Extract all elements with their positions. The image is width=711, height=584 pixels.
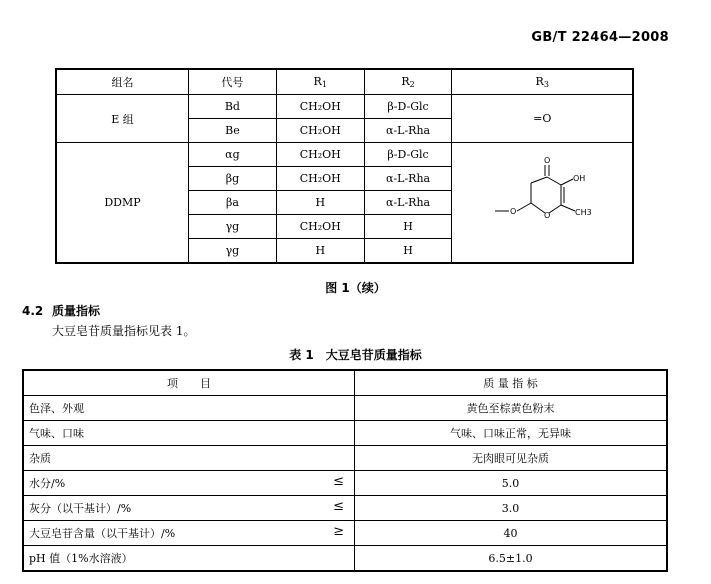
item-cell — [23, 546, 355, 572]
value-cell: 无肉眼可见杂质 — [355, 446, 668, 471]
item-cell — [23, 396, 355, 421]
table-row — [23, 446, 667, 471]
code-cell: γg — [189, 239, 277, 264]
r2-cell: α-L-Rha — [364, 191, 452, 215]
standard-code: GB/T 22464—2008 — [531, 30, 669, 45]
value-cell: 3.0 — [355, 496, 668, 521]
item-label: 水分/% — [29, 477, 66, 490]
item-cell — [23, 496, 355, 521]
code-cell: αg — [189, 143, 277, 167]
r2-cell: H — [364, 239, 452, 264]
group-name-e: E 组 — [56, 95, 189, 143]
table-row — [23, 421, 667, 446]
section-title: 质量指标 — [52, 304, 101, 318]
header-value: 质 量 指 标 — [355, 370, 668, 396]
r1-cell: H — [276, 191, 364, 215]
r1-cell: CH₂OH — [276, 95, 364, 119]
quality-table — [22, 369, 668, 572]
code-cell: βa — [189, 191, 277, 215]
code-cell: βg — [189, 167, 277, 191]
ddmp-structure-cell — [452, 143, 633, 264]
r2-cell: β-D-Glc — [364, 143, 452, 167]
r2-cell: β-D-Glc — [364, 95, 452, 119]
ddmp-structure-diagram — [483, 151, 601, 251]
value-cell: 6.5±1.0 — [355, 546, 668, 572]
table-row — [23, 546, 667, 572]
table-row — [56, 95, 633, 119]
r1-cell: CH₂OH — [276, 143, 364, 167]
table-row — [23, 471, 667, 496]
quality-table-header — [23, 370, 667, 396]
section-heading — [22, 302, 100, 319]
header-group-name: 组名 — [56, 69, 189, 95]
paragraph: 大豆皂苷质量指标见表 1。 — [52, 324, 196, 338]
header-r2: $R_2$ — [364, 69, 452, 95]
ring-o-label: O — [544, 211, 551, 220]
r1-cell: CH₂OH — [276, 215, 364, 239]
figure-table — [55, 68, 634, 264]
item-cell — [23, 421, 355, 446]
value-cell: 40 — [355, 521, 668, 546]
item-label: pH 值（1%水溶液） — [29, 552, 133, 565]
r2-cell: α-L-Rha — [364, 119, 452, 143]
comparator: ≤ — [333, 499, 344, 514]
table-row — [56, 143, 633, 167]
table-row — [23, 396, 667, 421]
oh-label: OH — [573, 174, 586, 183]
code-cell: Be — [189, 119, 277, 143]
figure-caption: 图 1（续） — [325, 281, 386, 295]
item-label: 气味、口味 — [29, 427, 84, 440]
header-r1: $R_1$ — [276, 69, 364, 95]
r2-cell: H — [364, 215, 452, 239]
value-cell: 5.0 — [355, 471, 668, 496]
comparator: ≤ — [333, 474, 344, 489]
item-label: 色泽、外观 — [29, 402, 84, 415]
item-label: 大豆皂苷含量（以干基计）/% — [29, 527, 176, 540]
r2-cell: α-L-Rha — [364, 167, 452, 191]
table-row — [23, 521, 667, 546]
r1-cell: H — [276, 239, 364, 264]
link-o-label: O — [510, 207, 517, 216]
figure-table-header — [56, 69, 633, 95]
item-cell — [23, 521, 355, 546]
comparator: ≥ — [333, 524, 344, 539]
r1-cell: CH₂OH — [276, 119, 364, 143]
header-code: 代号 — [189, 69, 277, 95]
item-cell — [23, 471, 355, 496]
value-cell: 黄色至棕黄色粉末 — [355, 396, 668, 421]
header-r3: $R_3$ — [452, 69, 633, 95]
item-label: 杂质 — [29, 452, 51, 465]
ch3-label: CH3 — [575, 208, 592, 217]
code-cell: Bd — [189, 95, 277, 119]
code-cell: γg — [189, 215, 277, 239]
item-cell — [23, 446, 355, 471]
header-item: 项 目 — [23, 370, 355, 396]
r1-cell: CH₂OH — [276, 167, 364, 191]
value-cell: 气味、口味正常，无异味 — [355, 421, 668, 446]
table-row — [23, 496, 667, 521]
carbonyl-o-label: O — [544, 156, 551, 165]
table-caption: 表 1 大豆皂苷质量指标 — [289, 348, 422, 362]
r3-oxo: =O — [452, 95, 633, 143]
item-label: 灰分（以干基计）/% — [29, 502, 132, 515]
group-name-ddmp: DDMP — [56, 143, 189, 264]
section-number: 4.2 — [22, 304, 44, 318]
